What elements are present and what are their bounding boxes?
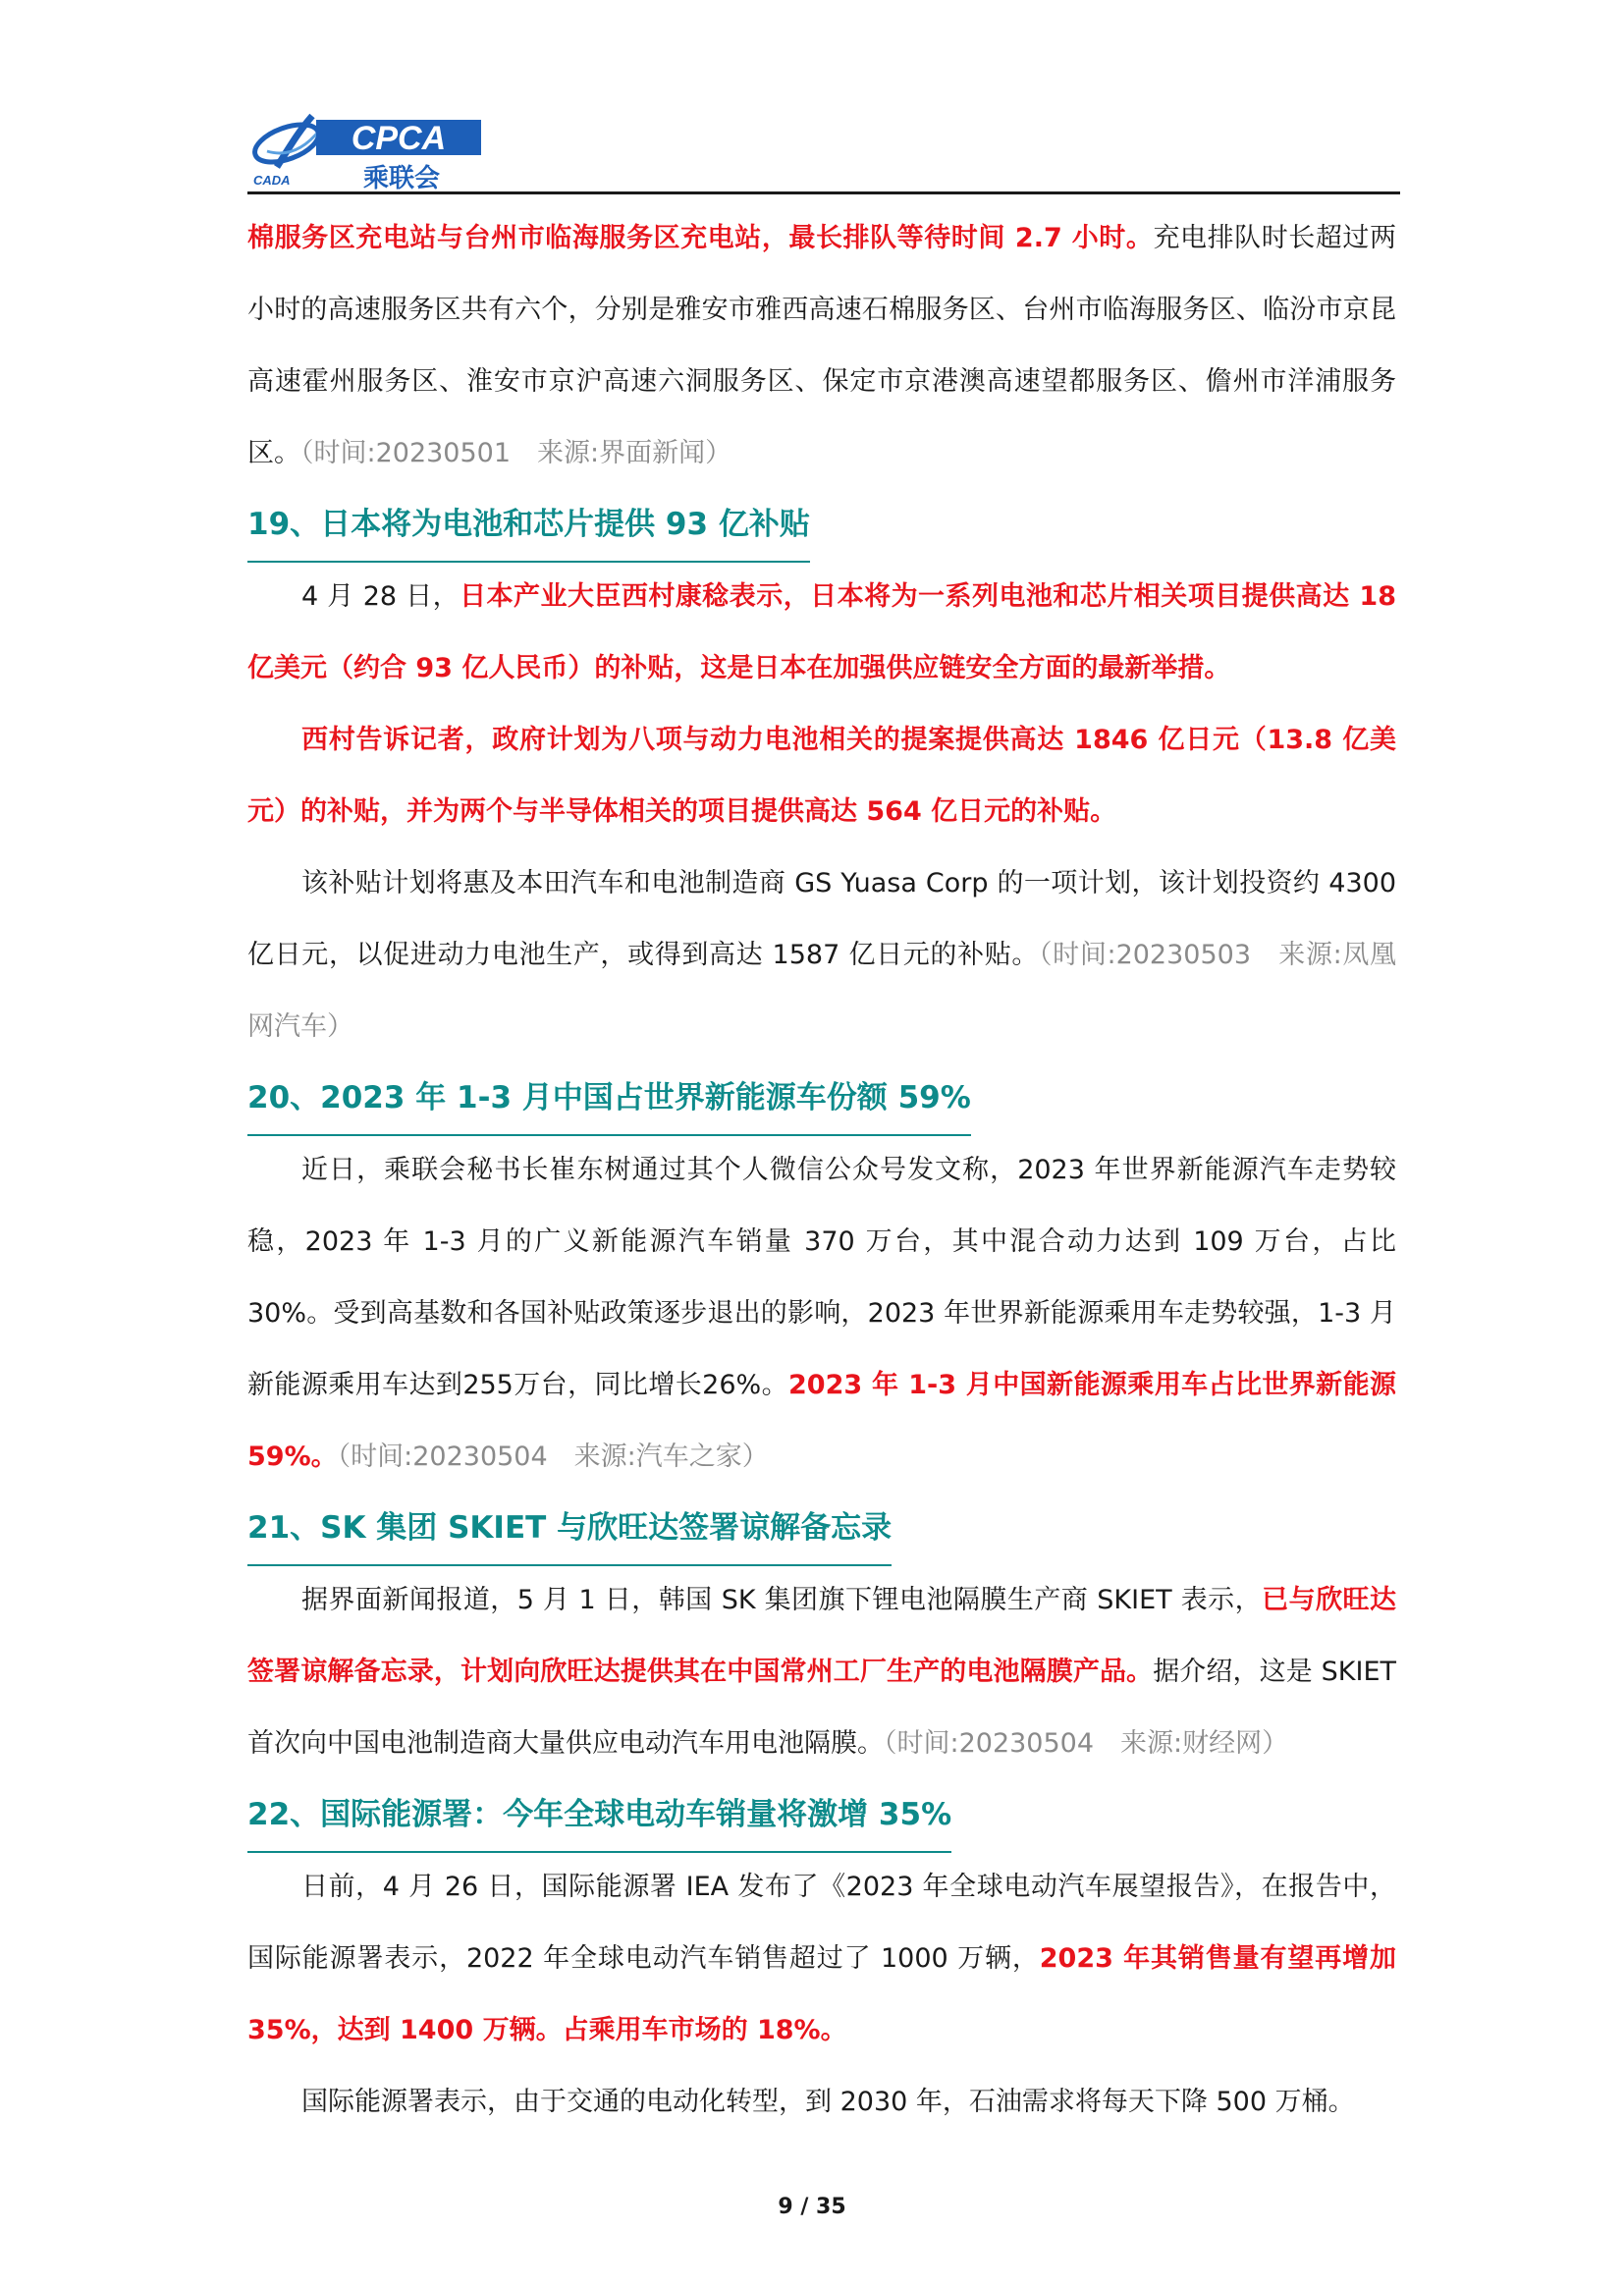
body-text: 近日，乘联会秘书长崔东树通过其个人微信公众号发文称，2023 年世界新能源汽车走势较稳，2023 年 1-3 月的广义新能源汽车销量 370 万台，其中混合动力达到 109 万台，占比 30%。受到高基数和各国补贴政策逐步退出的影响，2023 年世界新能源乘用车走势较强，1-3 月新能源乘用车达到255万台，同比增长26%。 bbox=[247, 1155, 1396, 1400]
highlighted-text: 西村告诉记者，政府计划为八项与动力电池相关的提案提供高达 1846 亿日元（13.8 亿美元）的补贴，并为两个与半导体相关的项目提供高达 564 亿日元的补贴。 bbox=[247, 725, 1396, 827]
body-text: 据介绍，这是 SKIET 首次向中国电池制造商大量供应电动汽车用电池隔膜。 bbox=[247, 1657, 1396, 1759]
paragraph bbox=[247, 1134, 1396, 1493]
source-citation: （时间:20230501 来源:界面新闻） bbox=[300, 438, 732, 468]
body-text: 据界面新闻报道，5 月 1 日，韩国 SK 集团旗下锂电池隔膜生产商 SKIET 表示， bbox=[301, 1585, 1263, 1615]
page-header bbox=[247, 106, 1396, 192]
paragraph bbox=[247, 847, 1396, 1062]
paragraph bbox=[247, 704, 1396, 847]
paragraph bbox=[247, 1851, 1396, 2066]
section-heading: 20、2023 年 1-3 月中国占世界新能源车份额 59% bbox=[247, 1062, 971, 1136]
section-heading-wrap bbox=[247, 1779, 1396, 1851]
source-citation: （时间:20230503 来源:凤凰网汽车） bbox=[247, 940, 1396, 1042]
header-rule bbox=[247, 191, 1400, 194]
highlighted-text: 已与欣旺达签署谅解备忘录，计划向欣旺达提供其在中国常州工厂生产的电池隔膜产品。 bbox=[247, 1585, 1397, 1687]
section-heading: 19、日本将为电池和芯片提供 93 亿补贴 bbox=[247, 489, 810, 563]
source-citation: （时间:20230504 来源:汽车之家） bbox=[337, 1442, 769, 1472]
highlighted-text: 2023 年 1-3 月中国新能源乘用车占比世界新能源 59%。 bbox=[247, 1370, 1397, 1472]
highlighted-text: 2023 年其销售量有望再增加 35%，达到 1400 万辆。占乘用车市场的 18%。 bbox=[247, 1943, 1396, 2045]
paragraph bbox=[247, 202, 1396, 489]
body-text: 充电排队时长超过两小时的高速服务区共有六个，分别是雅安市雅西高速石棉服务区、台州市临海服务区、临汾市京昆高速霍州服务区、淮安市京沪高速六洞服务区、保定市京港澳高速望都服务区、儋州市洋浦服务区。 bbox=[247, 223, 1396, 468]
document-body bbox=[247, 202, 1396, 2138]
paragraph bbox=[247, 2066, 1396, 2138]
svg-text:乘联会: 乘联会 bbox=[363, 164, 441, 190]
body-text: 4 月 28 日， bbox=[301, 581, 460, 612]
highlighted-text: 日本产业大臣西村康稔表示，日本将为一系列电池和芯片相关项目提供高达 18 亿美元（约合 93 亿人民币）的补贴，这是日本在加强供应链安全方面的最新举措。 bbox=[247, 581, 1396, 683]
source-citation: （时间:20230504 来源:财经网） bbox=[884, 1728, 1289, 1759]
svg-text:CADA: CADA bbox=[253, 173, 291, 188]
section-heading-wrap bbox=[247, 489, 1396, 561]
section-heading-wrap bbox=[247, 1062, 1396, 1134]
section-heading-wrap bbox=[247, 1493, 1396, 1564]
paragraph bbox=[247, 1564, 1396, 1779]
cpca-logo bbox=[247, 106, 483, 190]
page-number: 9 / 35 bbox=[778, 2195, 846, 2219]
paragraph bbox=[247, 561, 1396, 704]
svg-text:CPCA: CPCA bbox=[351, 120, 447, 157]
body-text: 该补贴计划将惠及本田汽车和电池制造商 GS Yuasa Corp 的一项计划，该计划投资约 4300 亿日元，以促进动力电池生产，或得到高达 1587 亿日元的补贴。 bbox=[247, 868, 1396, 970]
section-heading: 21、SK 集团 SKIET 与欣旺达签署谅解备忘录 bbox=[247, 1493, 892, 1566]
section-heading: 22、国际能源署：今年全球电动车销量将激增 35% bbox=[247, 1779, 951, 1853]
body-text: 日前，4 月 26 日，国际能源署 IEA 发布了《2023 年全球电动汽车展望报告》，在报告中，国际能源署表示，2022 年全球电动汽车销售超过了 1000 万辆， bbox=[247, 1872, 1396, 1974]
body-text: 国际能源署表示，由于交通的电动化转型，到 2030 年，石油需求将每天下降 500 万桶。 bbox=[301, 2087, 1355, 2117]
highlighted-text: 棉服务区充电站与台州市临海服务区充电站，最长排队等待时间 2.7 小时。 bbox=[247, 223, 1154, 253]
